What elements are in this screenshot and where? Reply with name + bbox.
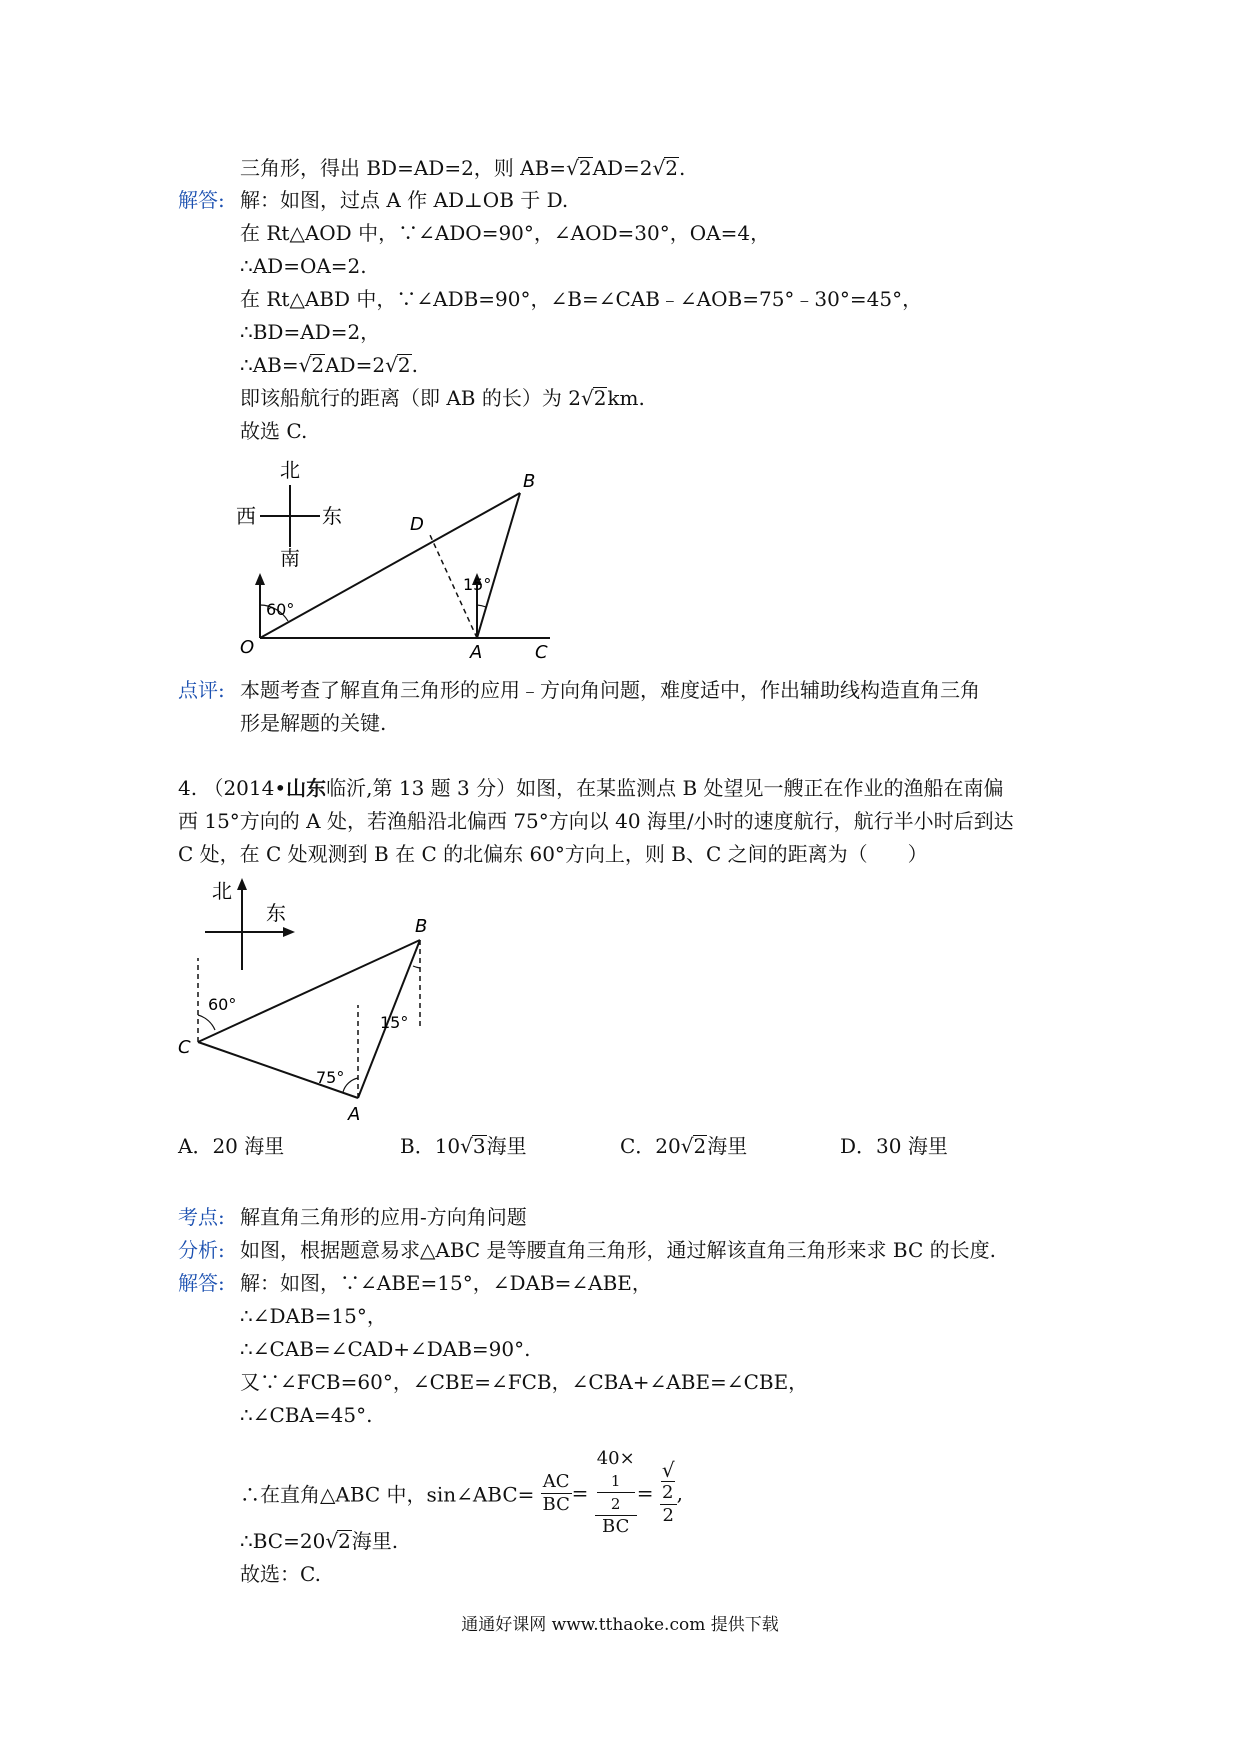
point-A: A: [470, 642, 483, 663]
answer-line: ∴∠DAB=15°，: [240, 1304, 387, 1328]
option-b: B．10√3海里: [400, 1134, 527, 1158]
point-C: C: [535, 642, 548, 663]
point-B: B: [415, 916, 428, 937]
answer-label: 解答:: [178, 188, 225, 212]
angle-60-label: 60°: [208, 995, 237, 1014]
point-D: D: [410, 514, 424, 535]
fraction-ac-bc: $\frac{AC}{BC}$: [542, 1470, 570, 1515]
answer-line: ∴∠CBA=45°.: [240, 1403, 373, 1427]
east-label: 东: [266, 901, 286, 925]
point-C: C: [178, 1037, 191, 1058]
comment-label: 点评:: [178, 678, 225, 702]
bc-result: ∴BC=20√2海里.: [240, 1529, 399, 1553]
footer: 通通好课网 www.tthaoke.com 提供下载: [461, 1615, 779, 1635]
answer-line: 又∵∠FCB=60°，∠CBE=∠FCB，∠CBA+∠ABE=∠CBE，: [240, 1370, 809, 1394]
question-4-line-2: 西 15°方向的 A 处，若渔船沿北偏西 75°方向以 40 海里/小时的速度航行，航行半小时后到达: [178, 809, 1014, 833]
angle-15-label: 15°: [380, 1013, 409, 1032]
fraction-sqrt2-2: √ 2 2: [661, 1458, 675, 1526]
choose-line: 故选 C.: [240, 419, 308, 443]
distance-line: 即该船航行的距离（即 AB 的长）为 2√2km.: [240, 386, 645, 410]
option-c: C．20√2海里: [620, 1134, 748, 1158]
answer-line-ab: ∴AB=√2AD=2√2.: [240, 353, 418, 377]
point-A: A: [348, 1104, 361, 1125]
continuation-line: 三角形，得出 BD=AD=2，则 AB=√2AD=2√2.: [240, 156, 686, 180]
east-label: 东: [322, 504, 342, 528]
question-4-line-1: 4. （2014•山东临沂,第 13 题 3 分）如图，在某监测点 B 处望见一艘正在作业的渔船在南偏: [178, 776, 1004, 800]
kaodian-text: 解直角三角形的应用-方向角问题: [240, 1205, 527, 1229]
option-d: D．30 海里: [840, 1134, 948, 1158]
north-label: 北: [212, 879, 232, 903]
comment-line: 本题考查了解直角三角形的应用﹣方向角问题，难度适中，作出辅助线构造直角三角: [240, 678, 980, 702]
angle-15-label: 15°: [463, 575, 492, 594]
answer-line: ∴∠CAB=∠CAD+∠DAB=90°.: [240, 1337, 531, 1361]
figure-2: [170, 870, 450, 1130]
answer-label: 解答:: [178, 1271, 225, 1295]
point-O: O: [240, 637, 255, 658]
answer-line: 解：如图，过点 A 作 AD⊥OB 于 D.: [240, 188, 569, 212]
figure-1: [230, 455, 570, 665]
answer-line: 在 Rt△ABD 中，∵∠ADB=90°，∠B=∠CAB﹣∠AOB=75°﹣30°=45°，: [240, 287, 923, 311]
fraction-40-half-bc: 40× 1 2 BC: [596, 1448, 635, 1537]
fenxi-text: 如图，根据题意易求△ABC 是等腰直角三角形，通过解该直角三角形来求 BC 的长度.: [240, 1238, 996, 1262]
south-label: 南: [280, 546, 300, 570]
option-a: A．20 海里: [178, 1134, 285, 1158]
fenxi-label: 分析:: [178, 1238, 225, 1262]
answer-line: 解：如图，∵∠ABE=15°，∠DAB=∠ABE，: [240, 1271, 652, 1295]
sin-formula: ∴在直角△ABC 中，sin∠ABC= $\frac{AC}{BC}$ = 40× 1 2 BC = √ 2 2 ,: [240, 1448, 683, 1537]
point-B: B: [523, 471, 536, 492]
kaodian-label: 考点:: [178, 1205, 225, 1229]
angle-75-label: 75°: [316, 1068, 345, 1087]
answer-line: ∴BD=AD=2，: [240, 320, 381, 344]
answer-line: ∴AD=OA=2.: [240, 254, 367, 278]
question-4-line-3: C 处，在 C 处观测到 B 在 C 的北偏东 60°方向上，则 B、C 之间的距离为（ ）: [178, 842, 928, 866]
north-label: 北: [280, 458, 300, 482]
west-label: 西: [236, 504, 256, 528]
angle-60-label: 60°: [266, 600, 295, 619]
comment-line: 形是解题的关键.: [240, 711, 387, 735]
answer-line: 在 Rt△AOD 中，∵∠ADO=90°，∠AOD=30°，OA=4，: [240, 221, 771, 245]
choose-line: 故选：C.: [240, 1562, 321, 1586]
